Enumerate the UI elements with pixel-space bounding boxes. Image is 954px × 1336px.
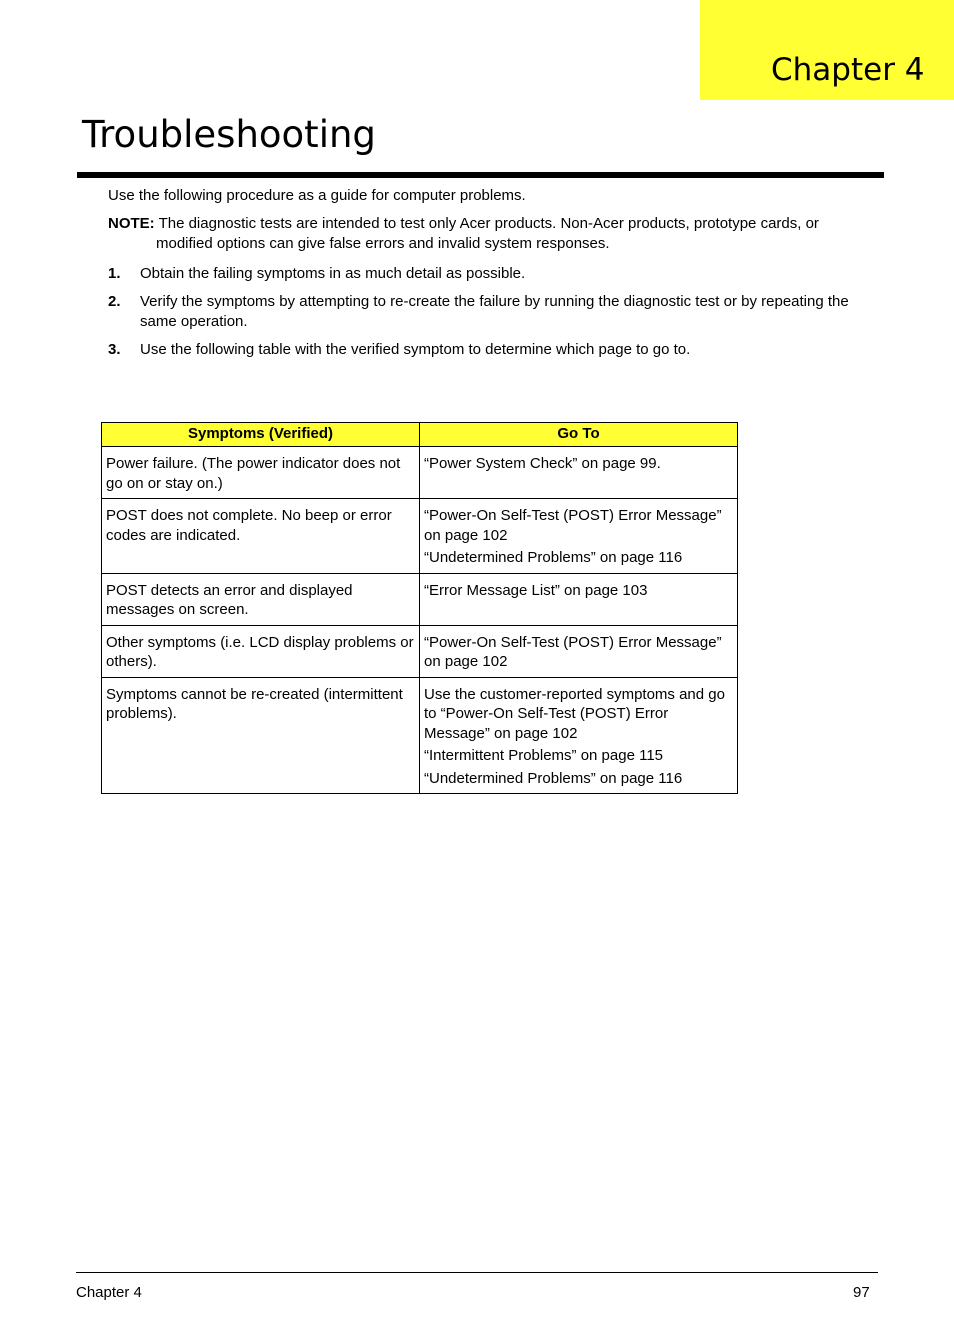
- goto-reference: “Undetermined Problems” on page 116: [424, 549, 683, 566]
- goto-reference: “Power-On Self-Test (POST) Error Message” on page 102: [424, 507, 722, 544]
- goto-reference: “Error Message List” on page 103: [424, 581, 648, 599]
- chapter-tab-label: Chapter 4: [771, 52, 925, 88]
- step-number: 3.: [108, 341, 121, 358]
- procedure-step: [108, 264, 878, 284]
- goto-reference: “Intermittent Problems” on page 115: [424, 747, 664, 764]
- symptom-cell: POST does not complete. No beep or error codes are indicated.: [102, 499, 420, 574]
- step-text: Verify the symptoms by attempting to re-create the failure by running the diagnostic test or by repeating the same operation.: [140, 293, 849, 330]
- goto-cell: [420, 573, 738, 625]
- step-number: 2.: [108, 293, 121, 310]
- title-divider: [77, 172, 884, 178]
- step-number: 1.: [108, 265, 121, 282]
- symptom-cell: Symptoms cannot be re-created (intermittent problems).: [102, 677, 420, 794]
- intro-paragraph: Use the following procedure as a guide for computer problems.: [108, 187, 526, 204]
- goto-cell: [420, 625, 738, 677]
- table-row: [102, 447, 738, 499]
- note-text-line2: modified options can give false errors and invalid system responses.: [156, 234, 610, 252]
- goto-reference: “Undetermined Problems” on page 116: [424, 769, 683, 787]
- note-label: NOTE:: [108, 215, 155, 232]
- symptoms-table: [101, 422, 738, 794]
- table-row: [102, 573, 738, 625]
- page-number: 97: [853, 1284, 870, 1301]
- goto-reference: Use the customer-reported symptoms and go to “Power-On Self-Test (POST) Error Message” on page 102: [424, 685, 725, 742]
- page-title: Troubleshooting: [82, 113, 376, 156]
- goto-cell: [420, 499, 738, 574]
- goto-reference: “Power System Check” on page 99.: [424, 455, 661, 472]
- goto-cell: [420, 447, 738, 499]
- table-row: [102, 677, 738, 794]
- table-header-row: [102, 423, 738, 447]
- goto-cell: [420, 677, 738, 794]
- procedure-step: [108, 292, 878, 331]
- footer-divider: [76, 1272, 878, 1273]
- note-paragraph: [108, 214, 878, 253]
- step-text: Use the following table with the verified symptom to determine which page to go to.: [140, 341, 691, 358]
- table-row: [102, 625, 738, 677]
- column-header-symptoms: Symptoms (Verified): [102, 423, 420, 447]
- symptom-cell: Power failure. (The power indicator does not go on or stay on.): [102, 447, 420, 499]
- symptom-cell: POST detects an error and displayed messages on screen.: [102, 573, 420, 625]
- column-header-goto: Go To: [420, 423, 738, 447]
- footer-chapter: Chapter 4: [76, 1284, 142, 1301]
- table-row: [102, 499, 738, 574]
- note-text-line1: The diagnostic tests are intended to test only Acer products. Non-Acer products, prototype cards, or: [158, 215, 819, 232]
- symptom-cell: Other symptoms (i.e. LCD display problems or others).: [102, 625, 420, 677]
- goto-reference: “Power-On Self-Test (POST) Error Message” on page 102: [424, 633, 722, 670]
- procedure-step: [108, 340, 878, 360]
- step-text: Obtain the failing symptoms in as much detail as possible.: [140, 265, 526, 282]
